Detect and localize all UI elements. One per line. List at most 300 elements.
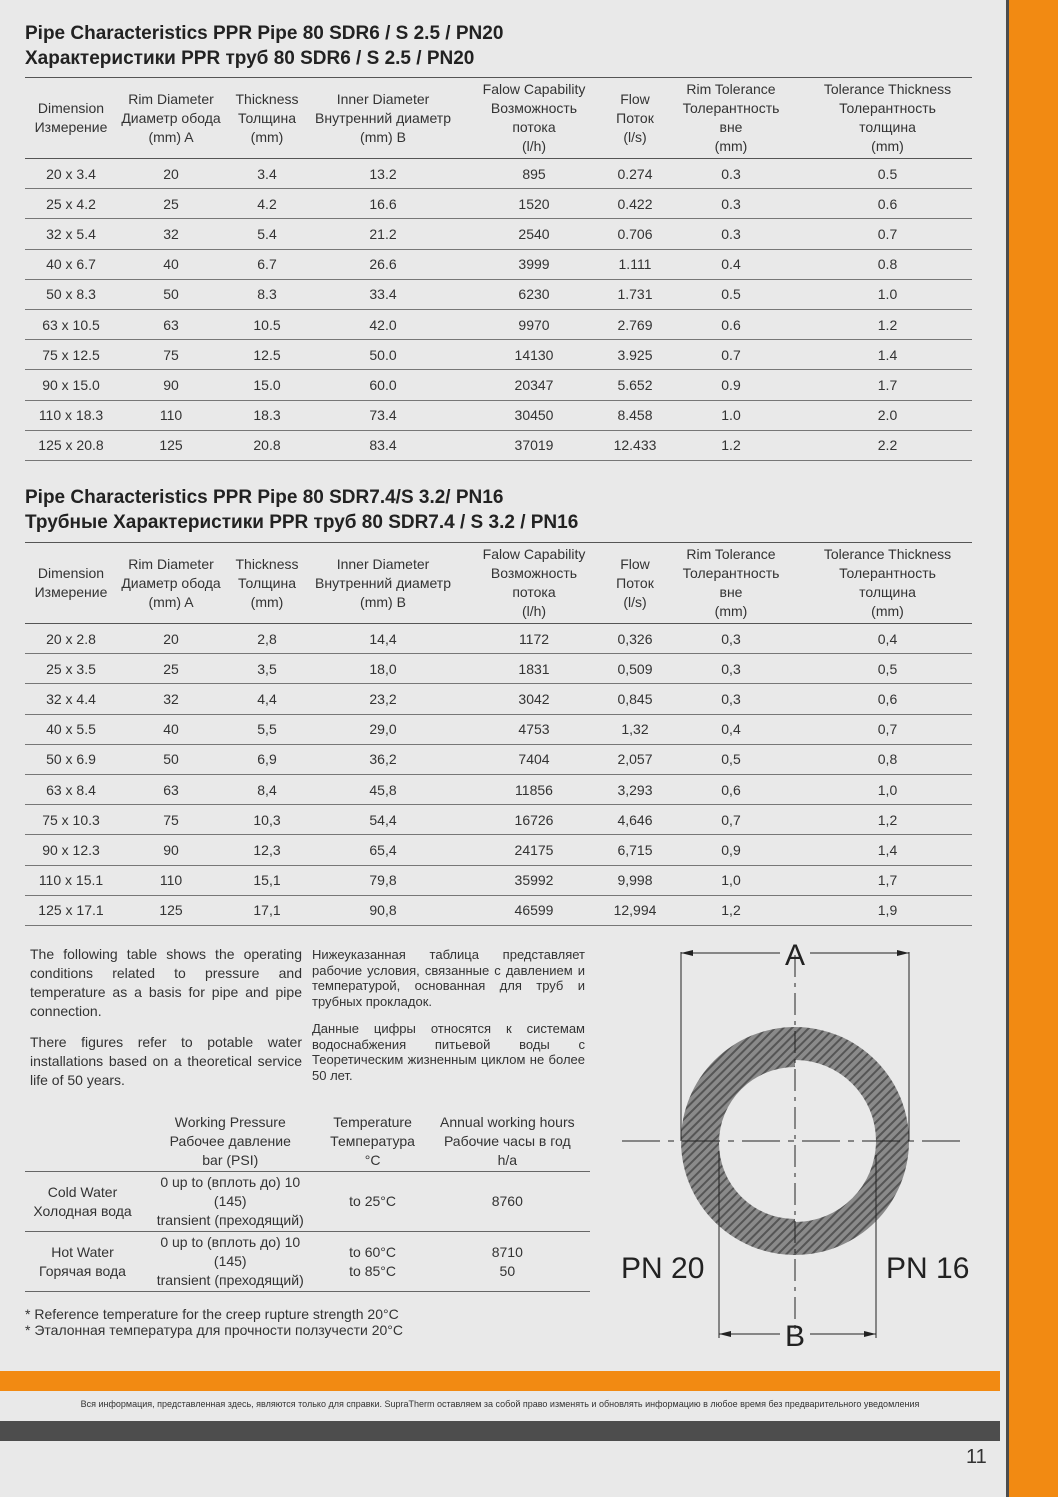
header-line: Inner Diameter xyxy=(336,90,430,107)
column-header xyxy=(803,543,972,624)
cell-line: 0 up to (вплоть до) 10 xyxy=(160,1174,301,1190)
label-pn16: PN 16 xyxy=(886,1252,970,1285)
table-cell: 32 xyxy=(117,219,225,249)
table-cell: 12,994 xyxy=(611,895,659,925)
table-cell: 32 xyxy=(117,684,225,714)
table2-title xyxy=(25,485,578,535)
table-row xyxy=(25,340,972,370)
table-cell: 40 xyxy=(117,249,225,279)
table-cell: 125 xyxy=(117,895,225,925)
table-row xyxy=(25,279,972,309)
header-line: вне xyxy=(719,119,743,135)
table-cell: 0.7 xyxy=(803,219,972,249)
table-cell: 90 xyxy=(117,370,225,400)
header-line: Диаметр обода xyxy=(121,109,221,126)
intro-en-p1: The following table shows the operating conditions related to pressure and temperature as a basis for pipe and pipe connection. xyxy=(30,946,302,1019)
table-cell: 110 xyxy=(117,865,225,895)
column-header xyxy=(457,543,611,624)
column-header xyxy=(309,543,457,624)
table-cell: 63 x 10.5 xyxy=(25,309,117,339)
table-cell: 0,4 xyxy=(803,624,972,654)
header-line: (mm) xyxy=(250,593,284,610)
column-header xyxy=(611,543,659,624)
table-cell: 0.8 xyxy=(803,249,972,279)
table-cell: 79,8 xyxy=(309,865,457,895)
header-line: Поток xyxy=(616,574,654,591)
table-cell: 125 x 17.1 xyxy=(25,895,117,925)
table-cell: 3.4 xyxy=(225,159,309,189)
table1-title xyxy=(25,21,503,71)
table-cell: 30450 xyxy=(457,400,611,430)
table-cell: 0.9 xyxy=(659,370,803,400)
table-cell: 35992 xyxy=(457,865,611,895)
header-line: вне xyxy=(719,584,743,600)
table-cell: 37019 xyxy=(457,430,611,460)
table-cell: 2.769 xyxy=(611,309,659,339)
column-header xyxy=(25,78,117,159)
table-cell: 8.3 xyxy=(225,279,309,309)
table-row xyxy=(25,219,972,249)
header-line: Толщина xyxy=(238,109,296,126)
table-cell: 16726 xyxy=(457,805,611,835)
table-cell: 75 x 12.5 xyxy=(25,340,117,370)
cell-line: 8710 xyxy=(491,1243,523,1260)
table-cell xyxy=(140,1172,321,1232)
table-row xyxy=(25,1172,590,1232)
table-cell: 40 x 6.7 xyxy=(25,249,117,279)
header-line: Диаметр обода xyxy=(121,574,221,591)
table-cell: 83.4 xyxy=(309,430,457,460)
table-row xyxy=(25,400,972,430)
table-cell: 6230 xyxy=(457,279,611,309)
column-header xyxy=(321,1113,425,1172)
header-line: (mm) xyxy=(871,603,904,619)
table-cell: 0,4 xyxy=(659,714,803,744)
column-header xyxy=(117,543,225,624)
intro-en xyxy=(30,945,302,1090)
pipe-cross-section-diagram xyxy=(600,930,1000,1350)
table-cell: 0,6 xyxy=(803,684,972,714)
header-line: Внутренний диаметр xyxy=(315,574,451,591)
table-cell: 20 xyxy=(117,159,225,189)
table-cell: 45,8 xyxy=(309,774,457,804)
table-cell: 8.458 xyxy=(611,400,659,430)
table-cell: 5.4 xyxy=(225,219,309,249)
table-cell: 21.2 xyxy=(309,219,457,249)
disclaimer: Вся информация, представленная здесь, являются только для справки. SupraTherm оставляем за собой право изменять и обновлять информацию в любое время без предварительного уведомления xyxy=(80,1399,920,1409)
table-cell: 1,0 xyxy=(659,865,803,895)
table-cell: 1.7 xyxy=(803,370,972,400)
table-cell: 3,5 xyxy=(225,654,309,684)
table-cell: 36,2 xyxy=(309,744,457,774)
footnote-ru: * Эталонная температура для прочности ползучести 20°C xyxy=(25,1322,404,1338)
title-en: Pipe Characteristics PPR Pipe 80 SDR7.4/S 3.2/ PN16 xyxy=(25,487,504,508)
table-cell: 75 x 10.3 xyxy=(25,805,117,835)
table-cell: 13.2 xyxy=(309,159,457,189)
intro-ru-p2: Данные цифры относятся к системам водоснабжения питьевой воды с Теоретическим жизненным циклом не более 50 лет. xyxy=(312,1021,585,1083)
table-cell: 50 xyxy=(117,744,225,774)
table-cell: 46599 xyxy=(457,895,611,925)
table-row xyxy=(25,1232,590,1292)
header-line: Annual working hours xyxy=(440,1114,575,1130)
table-row xyxy=(25,159,972,189)
table-cell: 9,998 xyxy=(611,865,659,895)
cell-line: to 25°C xyxy=(349,1193,396,1209)
table1 xyxy=(25,77,972,461)
table-row xyxy=(25,684,972,714)
table-cell: 12.433 xyxy=(611,430,659,460)
column-header xyxy=(611,78,659,159)
table-cell: 125 x 20.8 xyxy=(25,430,117,460)
table-cell: 0,7 xyxy=(659,805,803,835)
column-header xyxy=(309,78,457,159)
table-cell: 7404 xyxy=(457,744,611,774)
table-cell: 1.111 xyxy=(611,249,659,279)
table-cell: 1,4 xyxy=(803,835,972,865)
header-line: Working Pressure xyxy=(174,1114,286,1130)
table-cell: 0,6 xyxy=(659,774,803,804)
table-cell xyxy=(321,1172,425,1232)
page-number: 11 xyxy=(966,1446,987,1468)
table-cell: 0,326 xyxy=(611,624,659,654)
header-line: (mm) xyxy=(871,138,904,154)
header-line: (mm) xyxy=(250,128,284,145)
table-cell: 60.0 xyxy=(309,370,457,400)
header-line: Измерение xyxy=(34,119,108,135)
table-cell: 6.7 xyxy=(225,249,309,279)
table-cell: 15,1 xyxy=(225,865,309,895)
table-cell: 0.6 xyxy=(659,309,803,339)
table-cell: 4.2 xyxy=(225,189,309,219)
table-cell: 73.4 xyxy=(309,400,457,430)
cell-line: (145) xyxy=(213,1193,247,1209)
table-cell: 1.4 xyxy=(803,340,972,370)
table-cell: 6,9 xyxy=(225,744,309,774)
intro-ru xyxy=(312,947,585,1083)
table-cell: 50.0 xyxy=(309,340,457,370)
table-cell: 3042 xyxy=(457,684,611,714)
header-line: Falow Capability xyxy=(482,81,586,97)
table-cell: 20347 xyxy=(457,370,611,400)
table-cell: 0.422 xyxy=(611,189,659,219)
table-cell: 14,4 xyxy=(309,624,457,654)
footer-orange-bar xyxy=(0,1371,1000,1391)
cell-line: Горячая вода xyxy=(39,1262,126,1279)
intro-ru-p1: Нижеуказанная таблица представляет рабочие условия, связанные с давлением и температурой, основанная для труб и трубных прокладок. xyxy=(312,947,585,1009)
table-cell: 25 x 4.2 xyxy=(25,189,117,219)
table-cell: 1.731 xyxy=(611,279,659,309)
table-cell: 1520 xyxy=(457,189,611,219)
table-cell: 0,3 xyxy=(659,684,803,714)
header-line: Толерантность xyxy=(682,100,780,116)
header-line: Rim Tolerance xyxy=(686,81,776,97)
table-cell: 65,4 xyxy=(309,835,457,865)
header-line: h/a xyxy=(497,1152,518,1168)
table-cell: 4,646 xyxy=(611,805,659,835)
table-cell: 4,4 xyxy=(225,684,309,714)
header-line: (l/s) xyxy=(623,593,647,610)
table-cell xyxy=(425,1232,590,1292)
table-row xyxy=(25,714,972,744)
footer-dark-bar xyxy=(0,1421,1000,1441)
table-cell: 895 xyxy=(457,159,611,189)
table-cell: 2,057 xyxy=(611,744,659,774)
table-cell: 26.6 xyxy=(309,249,457,279)
header-line: Толерантность xyxy=(682,565,780,581)
header-line: Rim Tolerance xyxy=(686,546,776,562)
table-cell: 0,845 xyxy=(611,684,659,714)
header-line: Thickness xyxy=(235,555,299,572)
table-row xyxy=(25,624,972,654)
table-cell xyxy=(425,1172,590,1232)
table-cell: 75 xyxy=(117,340,225,370)
header-line: Толщина xyxy=(238,574,296,591)
header-line: толщина xyxy=(859,584,916,600)
table-cell: 2.2 xyxy=(803,430,972,460)
table-cell: 110 x 18.3 xyxy=(25,400,117,430)
header-line: (mm) A xyxy=(148,128,194,145)
header-line: Внутренний диаметр xyxy=(315,109,451,126)
cell-line: to 85°C xyxy=(349,1262,396,1279)
table2 xyxy=(25,542,972,926)
header-line: потока xyxy=(512,119,556,135)
table-cell: 90,8 xyxy=(309,895,457,925)
table-cell: 3999 xyxy=(457,249,611,279)
intro-en-p2: There figures refer to potable water installations based on a theoretical service life of 50 years. xyxy=(30,1034,302,1088)
cell-line: 50 xyxy=(499,1262,516,1279)
table-cell: 33.4 xyxy=(309,279,457,309)
table-cell: 1,2 xyxy=(659,895,803,925)
header-line: (mm) B xyxy=(360,128,406,145)
header-line: Tolerance Thickness xyxy=(823,81,952,97)
header-line: Толерантность xyxy=(839,100,936,116)
table-cell: 0.6 xyxy=(803,189,972,219)
table-cell: 5.652 xyxy=(611,370,659,400)
header-line: Rim Diameter xyxy=(128,555,214,572)
header-line: Толерантность xyxy=(839,565,936,581)
table-cell xyxy=(321,1232,425,1292)
table-cell: 25 xyxy=(117,654,225,684)
header-line: толщина xyxy=(859,119,916,135)
table-cell: 40 xyxy=(117,714,225,744)
cell-line: 8760 xyxy=(491,1193,523,1209)
table-cell: 90 xyxy=(117,835,225,865)
table-cell: 1.2 xyxy=(659,430,803,460)
header-line: (mm) xyxy=(714,603,748,619)
label-a: A xyxy=(784,939,806,972)
column-header xyxy=(425,1113,590,1172)
table-cell: 20 x 2.8 xyxy=(25,624,117,654)
column-header xyxy=(117,78,225,159)
table-cell: 0.3 xyxy=(659,219,803,249)
header-line: bar (PSI) xyxy=(202,1152,259,1168)
table-cell: 18,0 xyxy=(309,654,457,684)
header-line: Рабочее давление xyxy=(169,1133,291,1149)
table-cell: 0.274 xyxy=(611,159,659,189)
title-ru: Характеристики PPR труб 80 SDR6 / S 2.5 / PN20 xyxy=(25,48,475,69)
table-row xyxy=(25,744,972,774)
table-cell: 0,5 xyxy=(803,654,972,684)
table-cell: 0.706 xyxy=(611,219,659,249)
column-header xyxy=(803,78,972,159)
header-line: °C xyxy=(364,1152,381,1168)
label-pn20: PN 20 xyxy=(621,1252,705,1285)
table-cell xyxy=(25,1172,140,1232)
header-line: Dimension xyxy=(37,100,105,116)
table-cell: 1.2 xyxy=(803,309,972,339)
table-cell: 0.5 xyxy=(659,279,803,309)
cell-line: Холодная вода xyxy=(33,1202,132,1219)
table-row xyxy=(25,865,972,895)
table-cell: 24175 xyxy=(457,835,611,865)
cell-line: Cold Water xyxy=(47,1183,118,1200)
column-header xyxy=(225,78,309,159)
table-cell: 20 x 3.4 xyxy=(25,159,117,189)
header-line: (l/h) xyxy=(521,603,547,619)
table-cell: 2540 xyxy=(457,219,611,249)
table-cell: 32 x 4.4 xyxy=(25,684,117,714)
header-line: (mm) B xyxy=(360,593,406,610)
table-cell: 42.0 xyxy=(309,309,457,339)
cell-line: transient (преходящий) xyxy=(156,1212,304,1228)
table-cell: 40 x 5.5 xyxy=(25,714,117,744)
table-cell: 29,0 xyxy=(309,714,457,744)
cell-line: Hot Water xyxy=(51,1243,114,1260)
table-cell: 6,715 xyxy=(611,835,659,865)
header-line: Поток xyxy=(616,109,654,126)
table-cell: 90 x 12.3 xyxy=(25,835,117,865)
header-line: Возможность xyxy=(490,565,578,581)
header-line: Измерение xyxy=(34,584,108,600)
table-cell: 0,5 xyxy=(659,744,803,774)
header-line: Flow xyxy=(620,555,650,572)
table-cell: 0,3 xyxy=(659,654,803,684)
table-cell: 15.0 xyxy=(225,370,309,400)
table-cell: 20 xyxy=(117,624,225,654)
table-cell: 1,9 xyxy=(803,895,972,925)
table-cell: 2.0 xyxy=(803,400,972,430)
table-cell: 0.5 xyxy=(803,159,972,189)
table-cell: 1.0 xyxy=(803,279,972,309)
table-cell: 0,3 xyxy=(659,624,803,654)
header-line: (mm) A xyxy=(148,593,194,610)
table-cell: 0,9 xyxy=(659,835,803,865)
header-line: Inner Diameter xyxy=(336,555,430,572)
table-cell: 1,2 xyxy=(803,805,972,835)
table-row xyxy=(25,189,972,219)
table-row xyxy=(25,430,972,460)
header-line: Возможность xyxy=(490,100,578,116)
table-cell: 1.0 xyxy=(659,400,803,430)
label-b: B xyxy=(784,1320,806,1350)
table-cell: 4753 xyxy=(457,714,611,744)
header-line: Рабочие часы в год xyxy=(443,1133,571,1149)
table-cell: 18.3 xyxy=(225,400,309,430)
table-cell: 63 xyxy=(117,774,225,804)
table-cell: 0.3 xyxy=(659,189,803,219)
header-line: Температура xyxy=(330,1133,415,1149)
table-cell: 0,509 xyxy=(611,654,659,684)
table-cell: 25 x 3.5 xyxy=(25,654,117,684)
column-header xyxy=(659,543,803,624)
table-cell: 63 xyxy=(117,309,225,339)
table-cell: 110 xyxy=(117,400,225,430)
table-cell: 1172 xyxy=(457,624,611,654)
table-cell: 2,8 xyxy=(225,624,309,654)
cell-line: 0 up to (вплоть до) 10 xyxy=(160,1234,301,1250)
cell-line: to 60°C xyxy=(349,1243,396,1260)
orange-side-strip xyxy=(1006,0,1058,1497)
header-line: потока xyxy=(512,584,556,600)
table-cell: 50 x 6.9 xyxy=(25,744,117,774)
title-ru: Трубные Характеристики PPR труб 80 SDR7.4 / S 3.2 / PN16 xyxy=(25,512,579,533)
table-cell: 90 x 15.0 xyxy=(25,370,117,400)
table-cell: 12,3 xyxy=(225,835,309,865)
table-row xyxy=(25,805,972,835)
table-cell xyxy=(25,1232,140,1292)
footnote-en: * Reference temperature for the creep rupture strength 20°C xyxy=(25,1306,399,1322)
table-cell: 1,7 xyxy=(803,865,972,895)
table-cell: 20.8 xyxy=(225,430,309,460)
table-cell: 0,7 xyxy=(803,714,972,744)
table-row xyxy=(25,654,972,684)
table-cell: 10.5 xyxy=(225,309,309,339)
table-cell: 50 xyxy=(117,279,225,309)
table-cell: 14130 xyxy=(457,340,611,370)
cell-line: (145) xyxy=(213,1253,247,1269)
header-line: Falow Capability xyxy=(482,546,586,562)
table-cell: 9970 xyxy=(457,309,611,339)
table-row xyxy=(25,835,972,865)
table-cell: 16.6 xyxy=(309,189,457,219)
table-cell: 25 xyxy=(117,189,225,219)
table-cell: 54,4 xyxy=(309,805,457,835)
operating-conditions-table xyxy=(25,1113,590,1292)
table-cell: 12.5 xyxy=(225,340,309,370)
header-line: Dimension xyxy=(37,565,105,581)
table-cell: 63 x 8.4 xyxy=(25,774,117,804)
table-cell xyxy=(140,1232,321,1292)
header-line: (l/s) xyxy=(623,128,647,145)
column-header xyxy=(659,78,803,159)
table-cell: 3,293 xyxy=(611,774,659,804)
table-cell: 5,5 xyxy=(225,714,309,744)
table-cell: 32 x 5.4 xyxy=(25,219,117,249)
table-row xyxy=(25,774,972,804)
header-line: (l/h) xyxy=(521,138,547,154)
table-cell: 11856 xyxy=(457,774,611,804)
title-en: Pipe Characteristics PPR Pipe 80 SDR6 / S 2.5 / PN20 xyxy=(25,23,504,44)
header-line: Tolerance Thickness xyxy=(823,546,952,562)
table-cell: 1831 xyxy=(457,654,611,684)
header-line: (mm) xyxy=(714,138,748,154)
column-header xyxy=(25,543,117,624)
table-row xyxy=(25,370,972,400)
table-cell: 3.925 xyxy=(611,340,659,370)
table-cell: 0,8 xyxy=(803,744,972,774)
table-cell: 0.3 xyxy=(659,159,803,189)
table-row xyxy=(25,895,972,925)
header-line: Rim Diameter xyxy=(128,90,214,107)
table-cell: 50 x 8.3 xyxy=(25,279,117,309)
table-cell: 110 x 15.1 xyxy=(25,865,117,895)
table-cell: 1,0 xyxy=(803,774,972,804)
table-row xyxy=(25,249,972,279)
column-header xyxy=(457,78,611,159)
table-cell: 0.4 xyxy=(659,249,803,279)
table-cell: 75 xyxy=(117,805,225,835)
table-cell: 1,32 xyxy=(611,714,659,744)
